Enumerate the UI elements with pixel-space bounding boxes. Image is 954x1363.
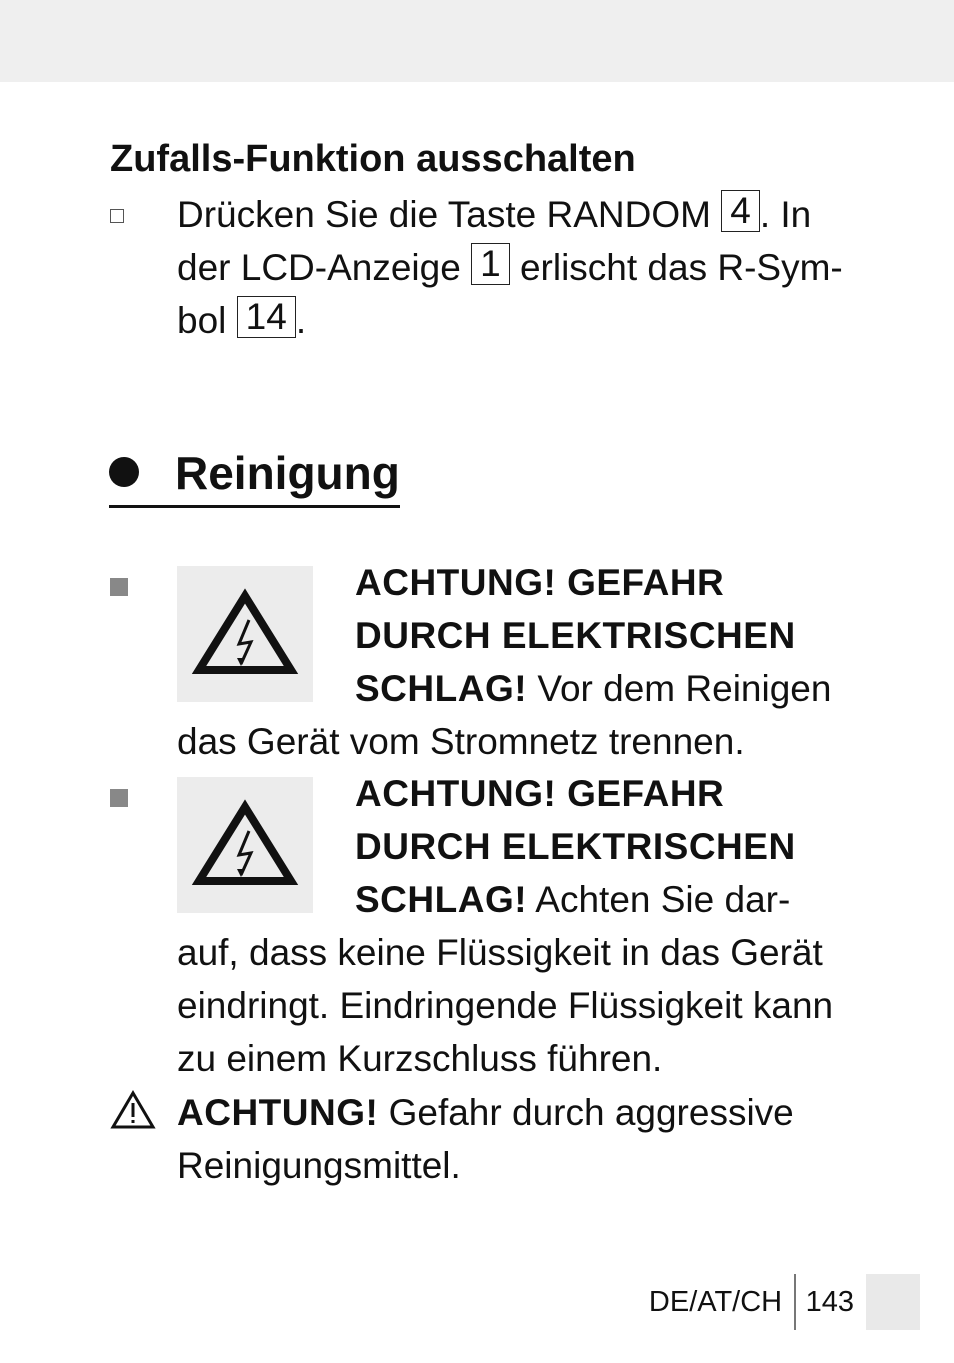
caution-heading: ACHTUNG!	[177, 1092, 379, 1133]
square-bullet-icon	[110, 789, 128, 807]
caution-triangle-icon	[110, 1090, 156, 1135]
footer-tab	[866, 1274, 920, 1330]
section-title	[109, 442, 400, 508]
warning-heading: SCHLAG!	[355, 879, 528, 920]
page-number: 143	[805, 1285, 854, 1318]
warning-heading: ACHTUNG! GEFAHR	[355, 773, 725, 814]
warning-heading: SCHLAG!	[355, 668, 528, 709]
reference-number: 1	[471, 243, 510, 285]
text-fragment: .	[295, 300, 307, 341]
instruction-text	[177, 188, 850, 347]
page-footer	[649, 1274, 920, 1330]
reference-number: 4	[721, 190, 760, 232]
warning-line: auf, dass keine Flüssigkeit in das Gerät	[177, 932, 823, 973]
square-bullet-icon	[110, 578, 128, 596]
caution-block	[110, 1086, 850, 1192]
sub-heading: Zufalls-Funktion ausschalten	[110, 138, 636, 180]
warning-block-2	[110, 767, 850, 1085]
electric-shock-warning-icon	[177, 566, 313, 702]
warning-body: Achten Sie dar-	[527, 879, 791, 920]
text-fragment: Drücken Sie die Taste RANDOM	[177, 194, 711, 235]
warning-line: zu einem Kurzschluss führen.	[177, 1038, 663, 1079]
step-checkbox-icon	[110, 209, 124, 223]
footer-region: DE/AT/CH	[648, 1285, 783, 1318]
caution-body: Reinigungsmittel.	[177, 1145, 461, 1186]
warning-heading: DURCH ELEKTRISCHEN	[355, 615, 796, 656]
warning-heading: ACHTUNG! GEFAHR	[355, 562, 725, 603]
warning-body: Vor dem Reinigen	[527, 668, 832, 709]
warning-heading: DURCH ELEKTRISCHEN	[355, 826, 796, 867]
caution-text	[177, 1086, 850, 1192]
top-band	[0, 0, 954, 82]
warning-line: eindringt. Eindringende Flüssigkeit kann	[177, 985, 834, 1026]
warning-line	[355, 609, 850, 662]
section-title-text: Reinigung	[175, 447, 400, 499]
reference-number: 14	[237, 296, 296, 338]
warning-line	[355, 873, 850, 926]
warning-line	[355, 767, 850, 820]
text-fragment: erlischt das R-Sym-	[519, 247, 843, 288]
instruction-step	[110, 188, 850, 347]
caution-body: Gefahr durch aggressive	[378, 1092, 794, 1133]
electric-shock-warning-icon	[177, 777, 313, 913]
text-fragment: der LCD-Anzeige	[177, 247, 461, 288]
section-bullet-icon	[109, 457, 139, 487]
text-fragment: . In	[759, 194, 812, 235]
text-fragment: bol	[177, 300, 227, 341]
warning-block-1	[110, 556, 850, 768]
warning-line	[355, 556, 850, 609]
warning-line	[355, 820, 850, 873]
warning-line	[355, 662, 850, 715]
warning-line: das Gerät vom Stromnetz trennen.	[177, 721, 745, 762]
